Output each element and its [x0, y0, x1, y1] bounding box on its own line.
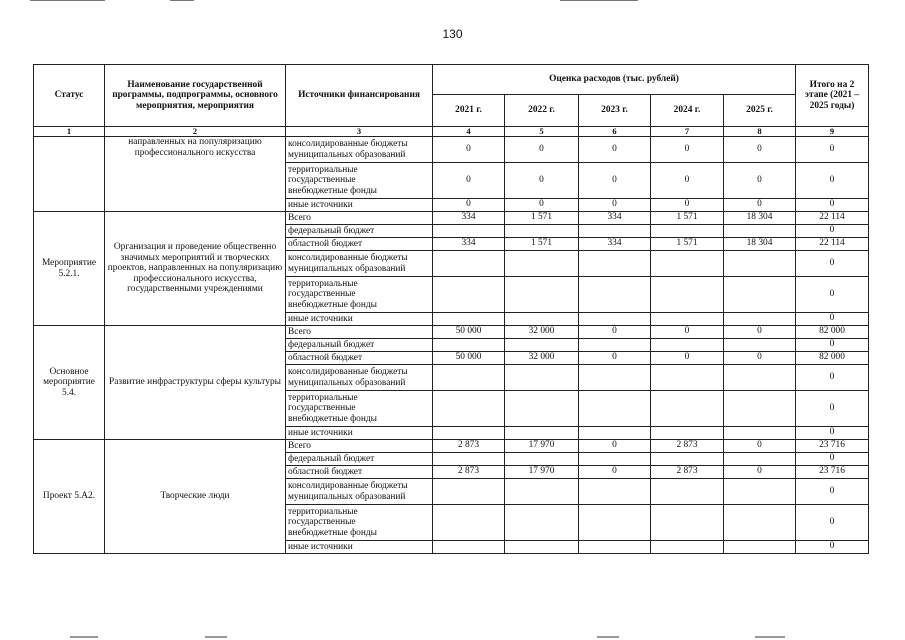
total-cell: 22 114: [796, 212, 869, 225]
value-cell: [505, 365, 579, 391]
value-cell: 334: [433, 212, 505, 225]
value-cell: [651, 251, 724, 277]
value-cell: 0: [433, 199, 505, 212]
value-cell: [579, 541, 651, 554]
total-cell: 0: [796, 427, 869, 440]
header-total: Итого на 2 этапе (2021 – 2025 годы): [796, 65, 869, 127]
value-cell: [579, 251, 651, 277]
total-cell: 0: [796, 391, 869, 427]
column-number: 2: [105, 127, 286, 137]
funding-source: [286, 163, 433, 199]
funding-source: областной бюджет: [286, 352, 433, 365]
total-cell: 0: [796, 225, 869, 238]
value-cell: [651, 391, 724, 427]
value-cell: [724, 365, 796, 391]
top-rule-left: [30, 0, 105, 1]
value-cell: [724, 339, 796, 352]
value-cell: [433, 479, 505, 505]
column-number: 4: [433, 127, 505, 137]
top-rule-right: [560, 0, 638, 1]
funding-source: иные источники: [286, 541, 433, 554]
funding-source-line: консолидированные бюджеты: [288, 139, 408, 149]
value-cell: [433, 277, 505, 313]
value-cell: 1 571: [505, 238, 579, 251]
funding-source-line: государственные: [288, 403, 356, 414]
funding-source-line: внебюджетные фонды: [288, 413, 377, 424]
funding-source-line: территориальные: [288, 506, 358, 517]
value-cell: [724, 541, 796, 554]
value-cell: [505, 277, 579, 313]
header-year: 2023 г.: [579, 95, 651, 127]
value-cell: 334: [579, 212, 651, 225]
funding-source: [286, 137, 433, 163]
value-cell: [724, 313, 796, 326]
top-rule-mid: [170, 0, 194, 1]
header-year: 2021 г.: [433, 95, 505, 127]
total-cell: 23 716: [796, 440, 869, 453]
status-line: 5.2.1.: [58, 268, 80, 279]
value-cell: 0: [651, 137, 724, 163]
funding-source: [286, 251, 433, 277]
value-cell: 0: [724, 326, 796, 339]
header-year: 2025 г.: [724, 95, 796, 127]
row-name: Развитие инфраструктуры сферы культуры: [105, 326, 286, 440]
value-cell: [579, 505, 651, 541]
value-cell: 0: [579, 326, 651, 339]
value-cell: [579, 479, 651, 505]
column-number: 1: [34, 127, 105, 137]
value-cell: [505, 339, 579, 352]
value-cell: [579, 391, 651, 427]
value-cell: 17 970: [505, 440, 579, 453]
total-cell: 0: [796, 137, 869, 163]
value-cell: 0: [579, 199, 651, 212]
value-cell: [651, 313, 724, 326]
funding-source: иные источники: [286, 313, 433, 326]
value-cell: 0: [651, 326, 724, 339]
value-cell: [651, 225, 724, 238]
funding-source: [286, 365, 433, 391]
value-cell: 0: [579, 466, 651, 479]
total-cell: 22 114: [796, 238, 869, 251]
bottom-rule-4: [755, 636, 785, 638]
total-cell: 82 000: [796, 352, 869, 365]
funding-source: иные источники: [286, 427, 433, 440]
value-cell: 2 873: [433, 440, 505, 453]
column-number: 3: [286, 127, 433, 137]
funding-source: Всего: [286, 212, 433, 225]
value-cell: [433, 365, 505, 391]
value-cell: [724, 251, 796, 277]
column-number: 7: [651, 127, 724, 137]
header-estimate: Оценка расходов (тыс. рублей): [433, 65, 796, 95]
expenditure-table: [33, 64, 869, 554]
value-cell: [505, 427, 579, 440]
funding-source-line: муниципальных образований: [288, 377, 406, 388]
value-cell: [579, 225, 651, 238]
value-cell: [724, 391, 796, 427]
value-cell: [505, 313, 579, 326]
bottom-rule-3: [597, 636, 619, 638]
value-cell: [724, 225, 796, 238]
value-cell: [433, 541, 505, 554]
value-cell: 0: [651, 163, 724, 199]
funding-source-line: территориальные: [288, 392, 358, 403]
header-year: 2022 г.: [505, 95, 579, 127]
total-cell: 0: [796, 541, 869, 554]
header-status: Статус: [34, 65, 105, 127]
value-cell: [433, 391, 505, 427]
value-cell: 0: [724, 137, 796, 163]
value-cell: 32 000: [505, 326, 579, 339]
funding-source-line: территориальные: [288, 164, 358, 175]
value-cell: 0: [579, 352, 651, 365]
value-cell: [651, 541, 724, 554]
funding-source-line: государственные: [288, 175, 356, 186]
funding-source-line: внебюджетные фонды: [288, 299, 377, 310]
row-status: [34, 212, 105, 326]
total-cell: 0: [796, 453, 869, 466]
funding-source-line: консолидированные бюджеты: [288, 253, 408, 263]
column-number: 8: [724, 127, 796, 137]
funding-source-line: консолидированные бюджеты: [288, 367, 408, 377]
value-cell: [724, 277, 796, 313]
value-cell: 2 873: [651, 466, 724, 479]
value-cell: 0: [724, 199, 796, 212]
value-cell: [651, 453, 724, 466]
value-cell: [579, 427, 651, 440]
value-cell: 0: [724, 440, 796, 453]
value-cell: 0: [579, 137, 651, 163]
value-cell: 0: [433, 163, 505, 199]
total-cell: 23 716: [796, 466, 869, 479]
total-cell: 0: [796, 505, 869, 541]
status-line: мероприятие: [43, 377, 95, 388]
table-row: [34, 440, 869, 453]
value-cell: [505, 541, 579, 554]
value-cell: [651, 277, 724, 313]
value-cell: 50 000: [433, 326, 505, 339]
value-cell: 0: [433, 137, 505, 163]
value-cell: 0: [724, 466, 796, 479]
value-cell: [724, 505, 796, 541]
funding-source-line: государственные: [288, 289, 356, 300]
value-cell: [433, 251, 505, 277]
status-line: 5.4.: [61, 387, 77, 398]
value-cell: 18 304: [724, 238, 796, 251]
header-year: 2024 г.: [651, 95, 724, 127]
value-cell: 0: [724, 163, 796, 199]
total-cell: 0: [796, 313, 869, 326]
value-cell: [579, 277, 651, 313]
value-cell: 2 873: [651, 440, 724, 453]
funding-source: областной бюджет: [286, 238, 433, 251]
funding-source: [286, 391, 433, 427]
value-cell: 0: [505, 199, 579, 212]
value-cell: 32 000: [505, 352, 579, 365]
page-number: 130: [442, 27, 463, 41]
value-cell: 0: [505, 163, 579, 199]
funding-source: [286, 277, 433, 313]
status-line: Мероприятие: [41, 258, 97, 268]
total-cell: 0: [796, 251, 869, 277]
row-name: Организация и проведение общественно значимых мероприятий и творческих проектов, направленных на популяризацию профессионального искусства, государственными учреждениями: [105, 212, 286, 326]
value-cell: [433, 225, 505, 238]
funding-source: иные источники: [286, 199, 433, 212]
table-row: [34, 212, 869, 225]
funding-source: федеральный бюджет: [286, 225, 433, 238]
funding-source-line: муниципальных образований: [288, 263, 406, 274]
value-cell: [724, 427, 796, 440]
funding-source-line: внебюджетные фонды: [288, 185, 377, 196]
value-cell: [651, 339, 724, 352]
value-cell: [651, 365, 724, 391]
value-cell: [505, 505, 579, 541]
value-cell: 1 571: [651, 212, 724, 225]
value-cell: 0: [579, 163, 651, 199]
row-name: направленных на популяризацию профессионального искусства: [105, 137, 286, 212]
bottom-rule-2: [205, 636, 227, 638]
value-cell: 334: [433, 238, 505, 251]
value-cell: 0: [651, 352, 724, 365]
funding-source-line: консолидированные бюджеты: [288, 481, 408, 491]
value-cell: [505, 453, 579, 466]
value-cell: [579, 453, 651, 466]
funding-source: Всего: [286, 440, 433, 453]
total-cell: 0: [796, 199, 869, 212]
value-cell: 17 970: [505, 466, 579, 479]
funding-source-line: территориальные: [288, 278, 358, 289]
funding-source: [286, 505, 433, 541]
total-cell: 0: [796, 163, 869, 199]
total-cell: 0: [796, 339, 869, 352]
funding-source: областной бюджет: [286, 466, 433, 479]
value-cell: [505, 391, 579, 427]
value-cell: 0: [724, 352, 796, 365]
column-number: 6: [579, 127, 651, 137]
funding-source-line: муниципальных образований: [288, 491, 406, 502]
total-cell: 0: [796, 479, 869, 505]
value-cell: 18 304: [724, 212, 796, 225]
value-cell: [579, 313, 651, 326]
value-cell: 50 000: [433, 352, 505, 365]
funding-source-line: муниципальных образований: [288, 149, 406, 160]
value-cell: [651, 479, 724, 505]
value-cell: [505, 479, 579, 505]
funding-source: федеральный бюджет: [286, 339, 433, 352]
value-cell: [651, 427, 724, 440]
row-status: [34, 326, 105, 440]
bottom-rule-1: [70, 636, 98, 638]
value-cell: 0: [579, 440, 651, 453]
row-name: Творческие люди: [105, 440, 286, 554]
value-cell: 334: [579, 238, 651, 251]
value-cell: 1 571: [651, 238, 724, 251]
header-name: Наименование государственной программы, подпрограммы, основного мероприятия, мероприятия: [105, 65, 286, 127]
total-cell: 82 000: [796, 326, 869, 339]
header-sources: Источники финансирования: [286, 65, 433, 127]
value-cell: [651, 505, 724, 541]
value-cell: [724, 453, 796, 466]
value-cell: [505, 225, 579, 238]
table-row: [34, 137, 869, 163]
value-cell: [724, 479, 796, 505]
funding-source: Всего: [286, 326, 433, 339]
value-cell: 2 873: [433, 466, 505, 479]
total-cell: 0: [796, 365, 869, 391]
value-cell: [433, 313, 505, 326]
value-cell: [579, 365, 651, 391]
row-status: [34, 440, 105, 554]
column-number: 5: [505, 127, 579, 137]
value-cell: [579, 339, 651, 352]
value-cell: [433, 339, 505, 352]
value-cell: 0: [651, 199, 724, 212]
status-line: Проект 5.А2.: [42, 491, 96, 502]
funding-source-line: внебюджетные фонды: [288, 527, 377, 538]
value-cell: [433, 505, 505, 541]
total-cell: 0: [796, 277, 869, 313]
value-cell: 0: [505, 137, 579, 163]
funding-source-line: государственные: [288, 517, 356, 528]
funding-source: федеральный бюджет: [286, 453, 433, 466]
value-cell: 1 571: [505, 212, 579, 225]
table-row: [34, 326, 869, 339]
funding-source: [286, 479, 433, 505]
status-line: Основное: [49, 366, 89, 377]
value-cell: [433, 453, 505, 466]
column-number: 9: [796, 127, 869, 137]
row-status: [34, 137, 105, 212]
value-cell: [433, 427, 505, 440]
value-cell: [505, 251, 579, 277]
